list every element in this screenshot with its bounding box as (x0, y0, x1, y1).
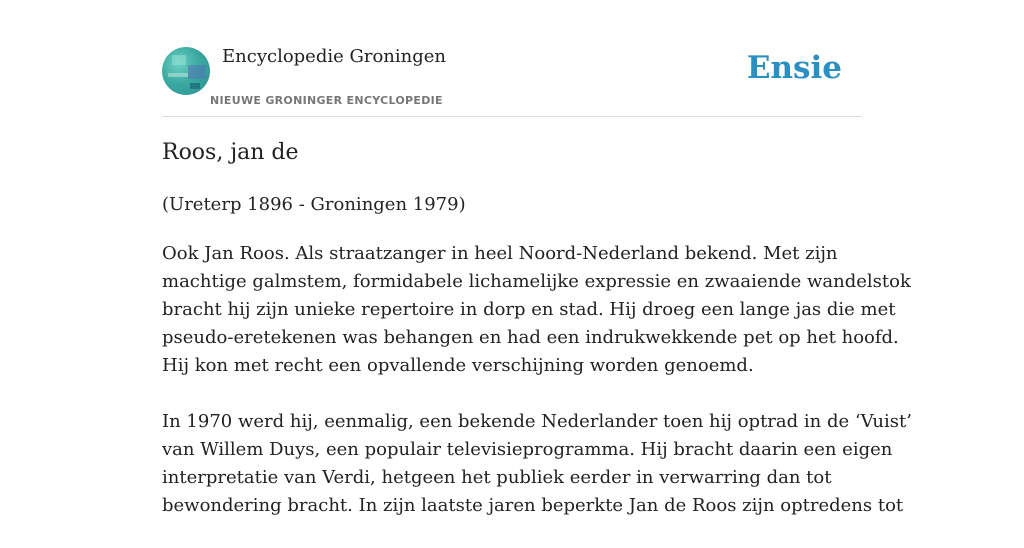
body-paragraph (162, 240, 911, 380)
encyclopedia-logo-icon[interactable] (162, 47, 210, 95)
text-line: Hij kon met recht een opvallende verschijning worden genoemd. (162, 355, 754, 376)
site-header (162, 0, 862, 117)
page-container (162, 0, 912, 516)
entry-meta: (Ureterp 1896 - Groningen 1979) (162, 194, 466, 215)
text-line: machtige galmstem, formidabele lichamelijke expressie en zwaaiende wandelstok (162, 271, 911, 292)
brand-logo-link[interactable]: Ensie (746, 50, 842, 86)
entry-title: Roos, jan de (162, 140, 299, 165)
logo-shape (172, 55, 186, 65)
body-paragraph (162, 408, 912, 520)
text-line: pseudo-eretekenen was behangen en had een indrukwekkende pet op het hoofd. (162, 327, 899, 348)
logo-shape (190, 83, 200, 89)
text-line: van Willem Duys, een populair televisieprogramma. Hij bracht daarin een eigen (162, 439, 893, 460)
text-line: In 1970 werd hij, eenmalig, een bekende Nederlander toen hij optrad in de ‘Vuist’ (162, 411, 912, 432)
text-line: bracht hij zijn unieke repertoire in dorp en stad. Hij droeg een lange jas die met (162, 299, 896, 320)
text-line: interpretatie van Verdi, hetgeen het publiek eerder in verwarring dan tot (162, 467, 832, 488)
site-subtitle: NIEUWE GRONINGER ENCYCLOPEDIE (210, 94, 443, 107)
logo-shape (188, 65, 206, 79)
text-line: Ook Jan Roos. Als straatzanger in heel Noord-Nederland bekend. Met zijn (162, 243, 838, 264)
logo-shape (168, 73, 188, 77)
entry-body (162, 240, 912, 548)
text-line: bewondering bracht. In zijn laatste jaren beperkte Jan de Roos zijn optredens tot (162, 495, 904, 516)
site-title-link[interactable]: Encyclopedie Groningen (222, 46, 447, 67)
